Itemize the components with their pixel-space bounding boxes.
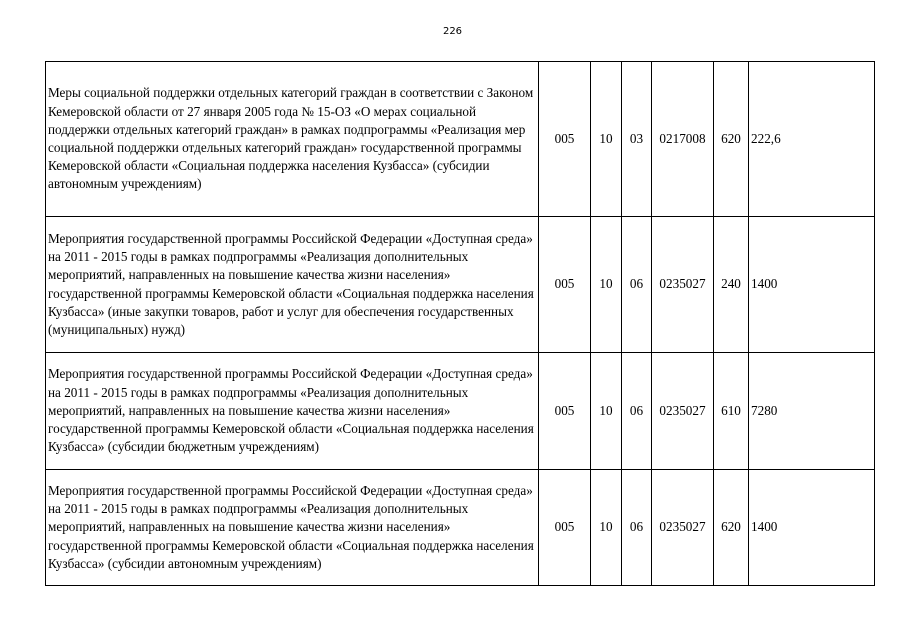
subsection-code: 06 xyxy=(622,470,652,586)
expense-type-code: 240 xyxy=(714,217,749,353)
budget-table xyxy=(45,61,875,586)
table-row xyxy=(46,62,875,217)
expense-type-code: 620 xyxy=(714,62,749,217)
ministry-code: 005 xyxy=(539,470,591,586)
expense-type-code: 620 xyxy=(714,470,749,586)
ministry-code: 005 xyxy=(539,353,591,470)
row-description: Мероприятия государственной программы Российской Федерации «Доступная среда» на 2011 - 2015 годы в рамках подпрограммы «Реализация дополнительных мероприятий, направленных на повышение качества жизни населения» государственной программы Кемеровской области «Социальная поддержка населения Кузбасса» (субсидии автономным учреждениям) xyxy=(46,470,539,586)
amount-value: 1400 xyxy=(749,217,875,353)
table-row xyxy=(46,217,875,353)
section-code: 10 xyxy=(591,217,622,353)
amount-value: 7280 xyxy=(749,353,875,470)
amount-value: 222,6 xyxy=(749,62,875,217)
amount-value: 1400 xyxy=(749,470,875,586)
expense-type-code: 610 xyxy=(714,353,749,470)
target-article-code: 0217008 xyxy=(652,62,714,217)
page-number: 226 xyxy=(442,26,463,37)
table-row xyxy=(46,470,875,586)
section-code: 10 xyxy=(591,353,622,470)
ministry-code: 005 xyxy=(539,62,591,217)
subsection-code: 03 xyxy=(622,62,652,217)
subsection-code: 06 xyxy=(622,353,652,470)
ministry-code: 005 xyxy=(539,217,591,353)
target-article-code: 0235027 xyxy=(652,217,714,353)
section-code: 10 xyxy=(591,62,622,217)
row-description: Мероприятия государственной программы Российской Федерации «Доступная среда» на 2011 - 2015 годы в рамках подпрограммы «Реализация дополнительных мероприятий, направленных на повышение качества жизни населения» государственной программы Кемеровской области «Социальная поддержка населения Кузбасса» (субсидии бюджетным учреждениям) xyxy=(46,353,539,470)
subsection-code: 06 xyxy=(622,217,652,353)
target-article-code: 0235027 xyxy=(652,353,714,470)
row-description: Мероприятия государственной программы Российской Федерации «Доступная среда» на 2011 - 2015 годы в рамках подпрограммы «Реализация дополнительных мероприятий, направленных на повышение качества жизни населения» государственной программы Кемеровской области «Социальная поддержка населения Кузбасса» (иные закупки товаров, работ и услуг для обеспечения государственных (муниципальных) нужд) xyxy=(46,217,539,353)
section-code: 10 xyxy=(591,470,622,586)
table-row xyxy=(46,353,875,470)
row-description: Меры социальной поддержки отдельных категорий граждан в соответствии с Законом Кемеровской области от 27 января 2005 года № 15-ОЗ «О мерах социальной поддержки отдельных категорий граждан» в рамках подпрограммы «Реализация мер социальной поддержки отдельных категорий граждан» государственной программы Кемеровской области «Социальная поддержка населения Кузбасса» (субсидии автономным учреждениям) xyxy=(46,62,539,217)
target-article-code: 0235027 xyxy=(652,470,714,586)
